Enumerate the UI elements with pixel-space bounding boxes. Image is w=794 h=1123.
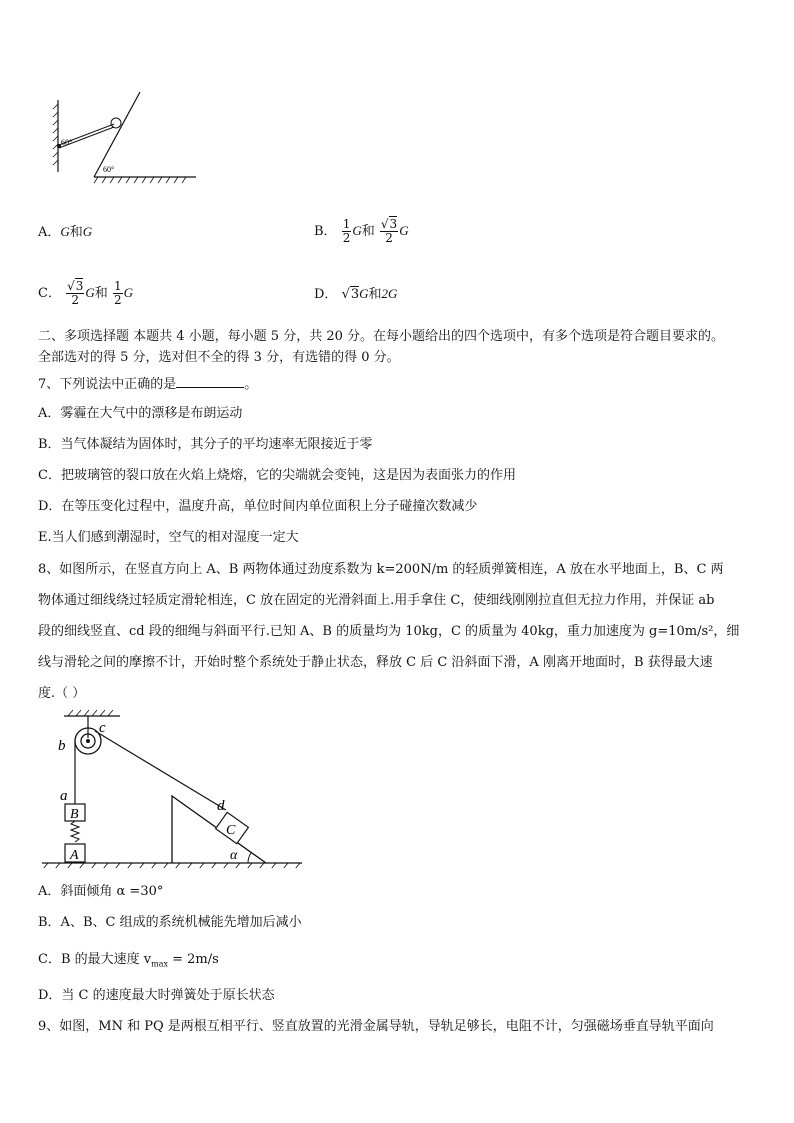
q7-option-e[interactable]: E.当人们感到潮湿时，空气的相对湿度一定大 xyxy=(38,530,299,545)
q8-option-a[interactable]: A．斜面倾角 α =30° xyxy=(38,884,164,899)
q7-option-d[interactable]: D．在等压变化过程中，温度升高，单位时间内单位面积上分子碰撞次数减少 xyxy=(38,499,478,514)
floor-angle-label: 60° xyxy=(103,165,115,174)
q7-option-a[interactable]: A．雾霾在大气中的漂移是布朗运动 xyxy=(38,406,243,421)
label-b: b xyxy=(58,738,66,754)
block-a-label: A xyxy=(70,848,79,863)
q6-option-c[interactable]: C． $\frac{√3}{2}$ G和 $\frac{1}{2}$ G xyxy=(38,279,133,307)
q8-option-c[interactable]: C．B 的最大速度 $v_{max} = 2m/s$ xyxy=(38,952,219,969)
block-b-label: B xyxy=(70,807,79,822)
answer-blank[interactable] xyxy=(176,375,244,388)
section2-instructions-2: 全部选对的得 5 分，选对但不全的得 3 分，有选错的得 0 分。 xyxy=(38,350,400,365)
q9-stem: 9、如图，MN 和 PQ 是两根互相平行、竖直放置的光滑金属导轨，导轨足够长，电阻不计，匀强磁场垂直导轨平面向 xyxy=(38,1019,714,1034)
q8-stem-line-3: 段的细线竖直、cd 段的细绳与斜面平行.已知 A、B 的质量均为 10kg，C 的质量为 40kg，重力加速度为 g=10m/s²，细 xyxy=(38,624,740,639)
section2-instructions-1: 二、多项选择题 本题共 4 小题，每小题 5 分，共 20 分。在每小题给出的四个选项中，有多个选项是符合题目要求的。 xyxy=(38,329,725,344)
q8-option-d[interactable]: D．当 C 的速度最大时弹簧处于原长状态 xyxy=(38,988,275,1003)
q8-stem-line-4: 线与滑轮之间的摩擦不计，开始时整个系统处于静止状态，释放 C 后 C 沿斜面下滑，A 刚离开地面时，B 获得最大速 xyxy=(38,655,713,670)
figure-pulley-incline xyxy=(40,708,310,868)
q6-option-d[interactable]: D． √3G和2G xyxy=(314,286,398,302)
q8-stem-line-5: 度.（ ） xyxy=(38,686,86,701)
label-d: d xyxy=(217,798,225,814)
q8-stem-line-1: 8、如图所示，在竖直方向上 A、B 两物体通过劲度系数为 k=200N/m 的轻质弹簧相连，A 放在水平地面上，B、C 两 xyxy=(38,562,724,577)
q8-option-b[interactable]: B．A、B、C 组成的系统机械能先增加后减小 xyxy=(38,915,302,930)
figure-rod-incline xyxy=(48,88,208,188)
q7-stem: 7、下列说法中正确的是 。 xyxy=(38,377,258,392)
q8-stem-line-2: 物体通过细线绕过轻质定滑轮相连，C 放在固定的光滑斜面上.用手拿住 C，使细线刚刚拉直但无拉力作用，并保证 ab xyxy=(38,593,715,608)
block-c-label: C xyxy=(226,823,236,838)
q7-option-b[interactable]: B．当气体凝结为固体时，其分子的平均速率无限接近于零 xyxy=(38,437,373,452)
q6-option-a[interactable]: A．G和G xyxy=(38,224,93,240)
angle-alpha-label: α xyxy=(230,848,238,863)
q6-option-b[interactable]: B． $\frac{1}{2}$ G和 $\frac{√3}{2}$ G xyxy=(314,217,409,245)
label-a: a xyxy=(60,788,68,804)
q7-option-c[interactable]: C．把玻璃管的裂口放在火焰上烧熔，它的尖端就会变钝，这是因为表面张力的作用 xyxy=(38,468,516,483)
label-c: c xyxy=(99,720,106,736)
wall-angle-label: 60° xyxy=(61,138,73,147)
